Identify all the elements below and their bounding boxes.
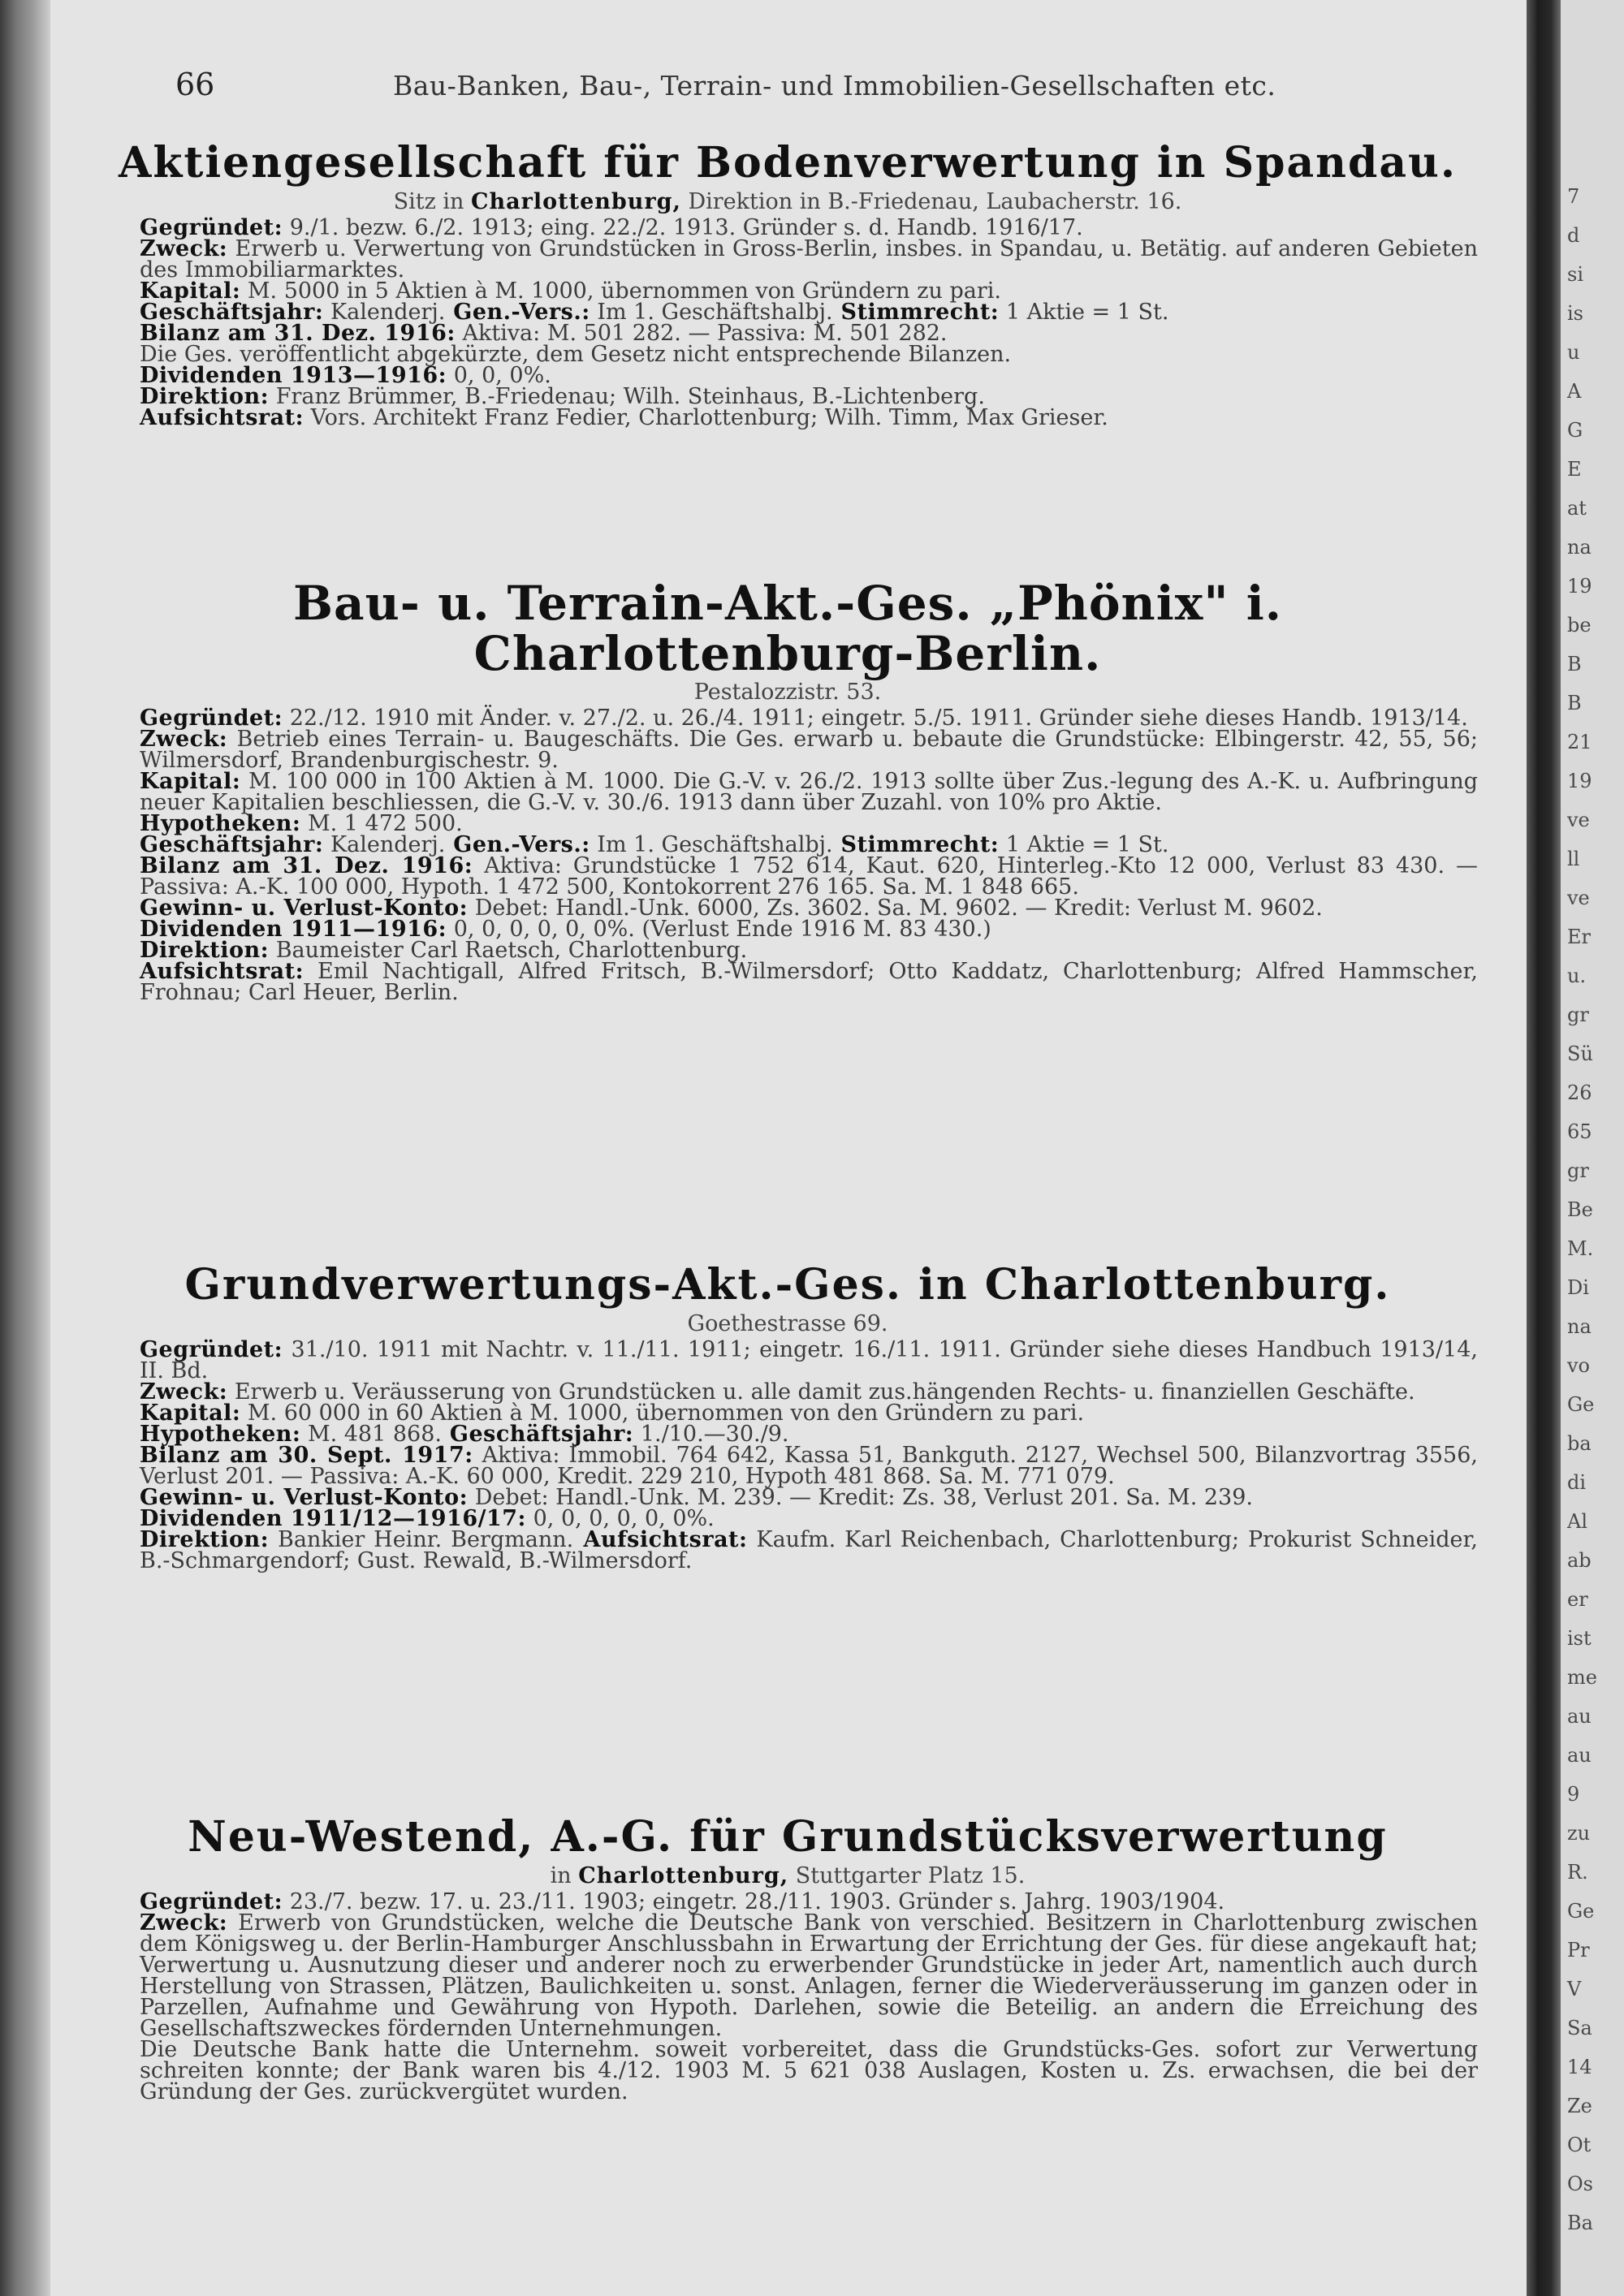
adjacent-page-text: me: [1567, 1666, 1597, 1689]
adjacent-page-text: Ze: [1567, 2095, 1592, 2117]
entry-label: Gegründet:: [140, 1337, 283, 1362]
entry-line: [97, 1527, 1478, 1573]
entry-label: Zweck:: [140, 236, 228, 261]
adjacent-page-text: ab: [1567, 1549, 1592, 1572]
entry-label: Kapital:: [140, 769, 241, 794]
entry-lines: [97, 1889, 1478, 2104]
entry-line: [97, 1910, 1478, 2041]
entry-text: Erwerb u. Veräusserung von Grundstücken u. alle damit zus.hängenden Rechts- u. finanziellen Geschäfte.: [227, 1379, 1415, 1405]
entry-label: Geschäftsjahr:: [442, 1422, 634, 1447]
entry-text: Aktiva: M. 501 282. — Passiva: M. 501 282.: [455, 321, 948, 346]
adjacent-page-text: Ot: [1567, 2134, 1592, 2156]
entry-label: Gewinn- u. Verlust-Konto:: [140, 1485, 469, 1510]
entry-label: Bilanz am 31. Dez. 1916:: [140, 321, 456, 346]
entry-text: 1 Aktie = 1 St.: [999, 300, 1169, 325]
entry-label: Dividenden 1911—1916:: [140, 917, 447, 942]
entry-text: Kalenderj.: [323, 300, 446, 325]
adjacent-page-text: ll: [1567, 848, 1580, 870]
entry-text: Debet: Handl.-Unk. 6000, Zs. 3602. Sa. M. 9602. — Kredit: Verlust M. 9602.: [468, 896, 1323, 921]
entry-label: Zweck:: [140, 1379, 228, 1405]
entry-text: Im 1. Geschäftshalbj.: [590, 832, 833, 857]
entry-label: Gegründet:: [140, 215, 283, 240]
adjacent-page-text: 19: [1567, 575, 1592, 598]
address-detail: Stuttgarter Platz 15.: [795, 1863, 1026, 1888]
entry-text: 1./10.—30./9.: [633, 1422, 789, 1447]
adjacent-page-text: is: [1567, 302, 1583, 325]
scan-left-edge: [0, 0, 50, 2296]
entry-text: Franz Brümmer, B.-Friedenau; Wilh. Steinhaus, B.-Lichtenberg.: [269, 384, 985, 409]
entry-line: [97, 853, 1478, 900]
address-detail: Direktion in B.-Friedenau, Laubacherstr. 16.: [688, 189, 1182, 214]
adjacent-page-text: na: [1567, 1315, 1592, 1338]
entry-text: Aktiva: Immobil. 764 642, Kassa 51, Bankguth. 2127, Wechsel 500, Bilanzvortrag 3556, Verlust 201. — Passiva: A.-K. 60 000, Kredit. 229 210, Hypoth 481 868. Sa. M. 771 079.: [140, 1443, 1478, 1489]
adjacent-page-text: 9: [1567, 1783, 1580, 1806]
company-title: Grundverwertungs-Akt.-Ges. in Charlottenburg.: [184, 1260, 1391, 1310]
company-title: Bau- u. Terrain-Akt.-Ges. „Phönix" i. Charlottenburg-Berlin.: [293, 576, 1282, 681]
entry-line: [97, 1445, 1478, 1487]
entry-label: Geschäftsjahr:: [140, 832, 324, 857]
entry-label: Hypotheken:: [140, 811, 301, 836]
entry-label: Bilanz am 31. Dez. 1916:: [140, 853, 473, 878]
adjacent-page-text: ba: [1567, 1432, 1592, 1455]
entry-text: Die Deutsche Bank hatte die Unternehm. soweit vorbereitet, dass die Grundstücks-Ges. sofort zur Verwertung schreiten konnte; der Bank waren bis 4./12. 1903 M. 5 621 038 Auslagen, Kosten u. Zs. erwachsen, die bei der Gründung der Ges. zurückvergütet wurden.: [140, 2037, 1478, 2104]
entry-text: M. 5000 in 5 Aktien à M. 1000, übernommen von Gründern zu pari.: [240, 278, 1001, 304]
address-prefix: in: [550, 1863, 572, 1888]
adjacent-page-text: Ba: [1567, 2212, 1593, 2234]
entry-text: 1 Aktie = 1 St.: [999, 832, 1169, 857]
entry-text: Vors. Architekt Franz Fedier, Charlottenburg; Wilh. Timm, Max Grieser.: [304, 405, 1108, 430]
entry-label: Aufsichtsrat:: [573, 1527, 748, 1552]
adjacent-page-text: au: [1567, 1705, 1592, 1728]
adjacent-page-text: Sü: [1567, 1042, 1593, 1065]
adjacent-page-text: B: [1567, 653, 1582, 675]
adjacent-page-text: Ge: [1567, 1393, 1595, 1416]
entry-text: Erwerb von Grundstücken, welche die Deutsche Bank von verschied. Besitzern in Charlottenburg zwischen dem Königsweg u. der Berlin-Hamburger Anschlussbahn in Erwartung der Errichtung der Ges. für diese angekauft hat; Verwertung u. Ausnutzung dieser und anderer noch zu erwerbender Grundstücke in jeder Art, namentlich auch durch Herstellung von Strassen, Plätzen, Baulichkeiten u. sonst. Anlagen, ferner die Wiederveräusserung im ganzen oder in Parzellen, Aufnahme und Gewährung von Hypoth. Darlehen, sowie die Beteilig. an andern die Erreichung des Gesellschaftszweckes fördernden Unternehmungen.: [140, 1910, 1478, 2041]
entry-label: Bilanz am 30. Sept. 1917:: [140, 1443, 473, 1468]
company-entry: [97, 138, 1478, 429]
adjacent-page-text: 19: [1567, 770, 1592, 792]
entry-label: Gegründet:: [140, 1889, 283, 1914]
adjacent-page-text: at: [1567, 497, 1587, 520]
adjacent-page-text: er: [1567, 1588, 1588, 1611]
entry-text: 31./10. 1911 mit Nachtr. v. 11./11. 1911; eingetr. 16./11. 1911. Gründer siehe dieses Handbuch 1913/14, II. Bd.: [140, 1337, 1478, 1383]
adjacent-page-text: u: [1567, 341, 1580, 364]
entry-line: [97, 2039, 1478, 2103]
entry-text: 22./12. 1910 mit Änder. v. 27./2. u. 26./4. 1911; eingetr. 5./5. 1911. Gründer siehe dieses Handb. 1913/14.: [283, 706, 1468, 731]
adjacent-page-text: zu: [1567, 1822, 1591, 1845]
page-number: 66: [175, 67, 215, 102]
entry-label: Stimmrecht:: [832, 300, 1000, 325]
entry-label: Direktion:: [140, 384, 270, 409]
adjacent-page-text: au: [1567, 1744, 1592, 1767]
entry-label: Gegründet:: [140, 706, 283, 731]
adjacent-page-text: G: [1567, 419, 1583, 442]
entry-text: Bankier Heinr. Bergmann.: [269, 1527, 574, 1552]
entry-line: [97, 1337, 1478, 1383]
adjacent-page-text: d: [1567, 224, 1580, 247]
book-gutter: [1527, 0, 1561, 2296]
adjacent-page-text: Be: [1567, 1198, 1593, 1221]
entry-label: Gewinn- u. Verlust-Konto:: [140, 896, 469, 921]
entry-label: Zweck:: [140, 1910, 228, 1936]
entry-text: 9./1. bezw. 6./2. 1913; eing. 22./2. 1913. Gründer s. d. Handb. 1916/17.: [283, 215, 1083, 240]
entry-text: Die Ges. veröffentlicht abgekürzte, dem Gesetz nicht entsprechende Bilanzen.: [140, 342, 1012, 367]
adjacent-page-text: E: [1567, 458, 1582, 481]
adjacent-page-text: vo: [1567, 1354, 1591, 1377]
adjacent-page-text: di: [1567, 1471, 1587, 1494]
company-address: [97, 1862, 1478, 1890]
running-head: [130, 67, 1478, 102]
adjacent-page-text: u.: [1567, 965, 1587, 987]
entry-text: Kaufm. Karl Reichenbach, Charlottenburg; Prokurist Schneider, B.-Schmargendorf; Gust. Rewald, B.-Wilmersdorf.: [140, 1527, 1478, 1573]
entry-label: Direktion:: [140, 938, 270, 963]
adjacent-page-text: V: [1567, 1978, 1582, 2000]
company-address: Pestalozzistr. 53.: [693, 680, 882, 705]
entry-lines: [97, 215, 1478, 430]
entry-text: Debet: Handl.-Unk. M. 239. — Kredit: Zs. 38, Verlust 201. Sa. M. 239.: [468, 1485, 1253, 1510]
adjacent-page-text: gr: [1567, 1159, 1589, 1182]
adjacent-page-text: A: [1567, 380, 1582, 403]
entry-label: Aufsichtsrat:: [140, 959, 304, 984]
adjacent-page-text: R.: [1567, 1861, 1588, 1884]
address-city: Charlottenburg,: [471, 189, 681, 214]
entry-label: Zweck:: [140, 727, 228, 752]
entry-label: Stimmrecht:: [832, 832, 1000, 857]
adjacent-page-text: 14: [1567, 2056, 1592, 2078]
adjacent-page-text: B: [1567, 692, 1582, 714]
running-title: Bau-Banken, Bau-, Terrain- und Immobilien-Gesellschaften etc.: [393, 70, 1276, 101]
entry-label: Kapital:: [140, 1400, 241, 1426]
company-entry: [97, 1812, 1478, 2103]
entry-lines: [97, 708, 1478, 1003]
entry-label: Gen.-Vers.:: [445, 300, 590, 325]
address-prefix: Sitz in: [393, 189, 464, 214]
company-entry: [97, 578, 1478, 1003]
entry-label: Gen.-Vers.:: [445, 832, 590, 857]
adjacent-page-text: na: [1567, 536, 1592, 559]
entry-text: 23./7. bezw. 17. u. 23./11. 1903; eingetr. 28./11. 1903. Gründer s. Jahrg. 1903/1904.: [283, 1889, 1225, 1914]
entry-text: M. 481 868.: [300, 1422, 442, 1447]
company-title: Aktiengesellschaft für Bodenverwertung in Spandau.: [119, 138, 1457, 188]
adjacent-page-text: Er: [1567, 926, 1591, 948]
adjacent-page-text: Sa: [1567, 2017, 1592, 2039]
entry-text: M. 1 472 500.: [300, 811, 463, 836]
adjacent-page-text: ist: [1567, 1627, 1592, 1650]
entry-text: M. 60 000 in 60 Aktien à M. 1000, übernommen von den Gründern zu pari.: [240, 1400, 1085, 1426]
entry-lines: [97, 1337, 1478, 1573]
entry-text: 0, 0, 0, 0, 0, 0%.: [526, 1506, 715, 1531]
entry-text: 0, 0, 0%.: [447, 363, 551, 388]
entry-line: [97, 771, 1478, 814]
entry-label: Geschäftsjahr:: [140, 300, 324, 325]
adjacent-page-text: 26: [1567, 1081, 1592, 1104]
adjacent-page-text: gr: [1567, 1003, 1589, 1026]
adjacent-page-fragment: [1561, 0, 1624, 2296]
entry-label: Aufsichtsrat:: [140, 405, 304, 430]
address-city: Charlottenburg,: [578, 1863, 789, 1888]
entry-text: Baumeister Carl Raetsch, Charlottenburg.: [269, 938, 748, 963]
entry-text: Betrieb eines Terrain- u. Baugeschäfts. Die Ges. erwarb u. bebaute die Grundstücke: Elbingerstr. 42, 55, 56; Wilmersdorf, Brandenburgischestr. 9.: [140, 727, 1478, 773]
adjacent-page-text: 7: [1567, 185, 1580, 208]
entry-text: Kalenderj.: [323, 832, 446, 857]
company-address: [97, 188, 1478, 216]
adjacent-page-text: Di: [1567, 1276, 1589, 1299]
entry-line: [97, 405, 1478, 430]
entry-line: [97, 236, 1478, 283]
entry-text: 0, 0, 0, 0, 0, 0%. (Verlust Ende 1916 M. 83 430.): [447, 917, 991, 942]
adjacent-page-text: be: [1567, 614, 1592, 637]
adjacent-page-text: ve: [1567, 887, 1590, 909]
adjacent-page-text: si: [1567, 263, 1583, 286]
adjacent-page-text: 21: [1567, 731, 1592, 753]
entry-line: [97, 729, 1478, 771]
entry-text: M. 100 000 in 100 Aktien à M. 1000. Die G.-V. v. 26./2. 1913 sollte über Zus.-legung des A.-K. u. Aufbringung neuer Kapitalien beschliessen, die G.-V. v. 30./6. 1913 dann über Zuzahl. von 10% pro Aktie.: [140, 769, 1478, 815]
company-entry: [97, 1260, 1478, 1572]
adjacent-page-text: Al: [1567, 1510, 1588, 1533]
entry-text: Im 1. Geschäftshalbj.: [590, 300, 833, 325]
entry-label: Kapital:: [140, 278, 241, 304]
entry-label: Dividenden 1913—1916:: [140, 363, 447, 388]
entry-text: Aktiva: Grundstücke 1 752 614, Kaut. 620, Hinterleg.-Kto 12 000, Verlust 83 430. — Passiva: A.-K. 100 000, Hypoth. 1 472 500, Kontokorrent 276 165. Sa. M. 1 848 665.: [140, 853, 1478, 900]
entry-label: Dividenden 1911/12—1916/17:: [140, 1506, 527, 1531]
adjacent-page-text: 65: [1567, 1120, 1592, 1143]
entry-text: Erwerb u. Verwertung von Grundstücken in Gross-Berlin, insbes. in Spandau, u. Betätig. auf anderen Gebieten des Immobiliarmarktes.: [140, 236, 1478, 283]
company-address: Goethestrasse 69.: [687, 1311, 888, 1336]
adjacent-page-text: Ge: [1567, 1900, 1595, 1923]
adjacent-page-text: ve: [1567, 809, 1590, 831]
adjacent-page-text: M.: [1567, 1237, 1594, 1260]
entry-line: [97, 961, 1478, 1003]
adjacent-page-text: Os: [1567, 2173, 1593, 2195]
entry-text: Emil Nachtigall, Alfred Fritsch, B.-Wilmersdorf; Otto Kaddatz, Charlottenburg; Alfred Hammscher, Frohnau; Carl Heuer, Berlin.: [140, 959, 1478, 1005]
company-title: Neu-Westend, A.-G. für Grundstücksverwertung: [188, 1812, 1388, 1862]
entry-label: Direktion:: [140, 1527, 270, 1552]
adjacent-page-text: Pr: [1567, 1939, 1590, 1962]
entry-label: Hypotheken:: [140, 1422, 301, 1447]
